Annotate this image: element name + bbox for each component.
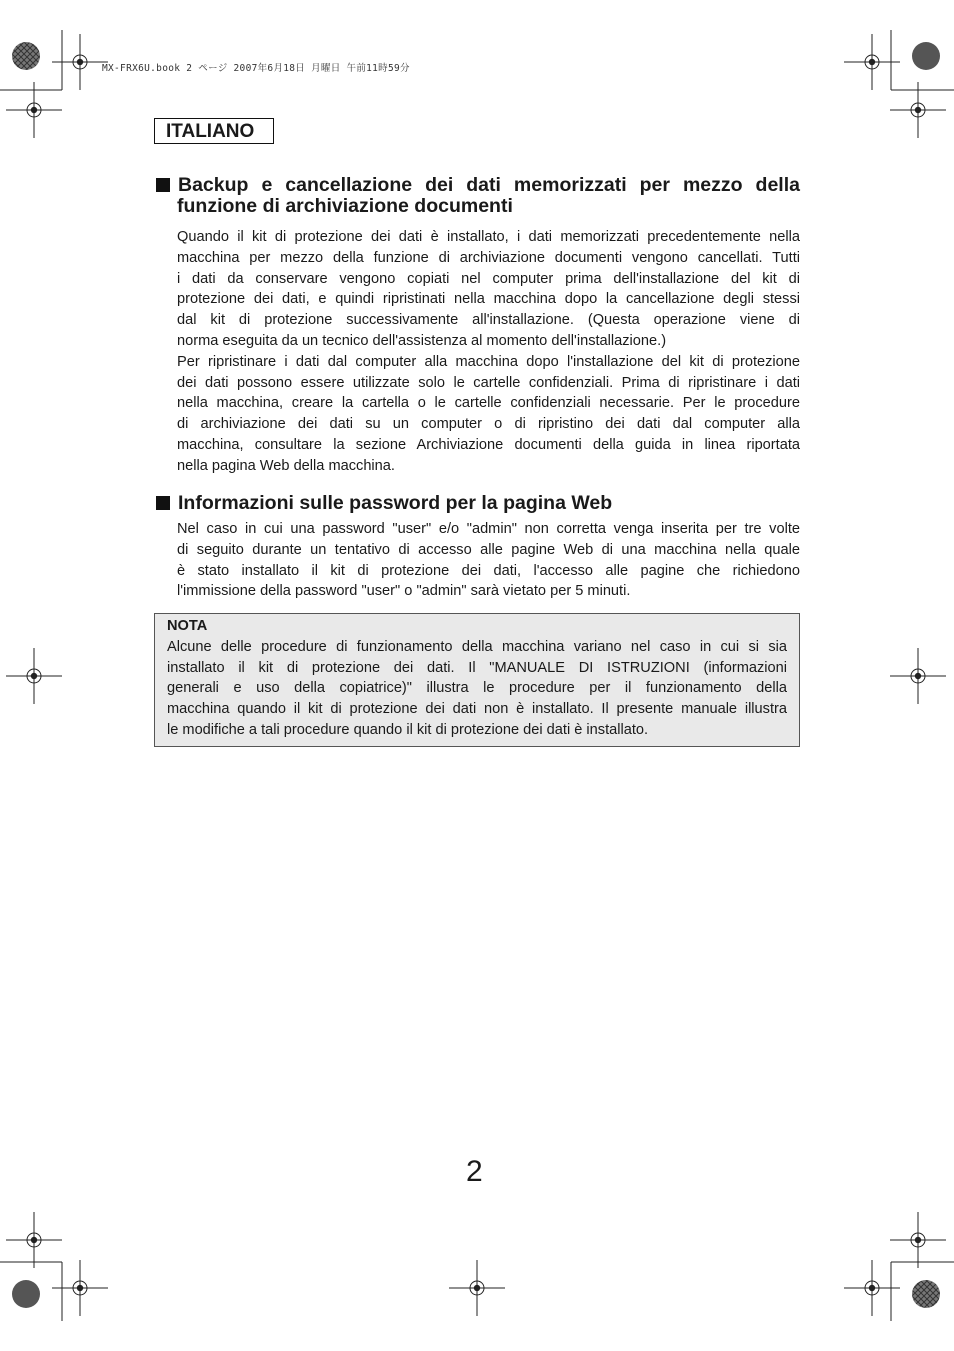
paragraph-line: Per ripristinare i dati dal computer alla macchina dopo l'installazione del kit di protezione: [177, 353, 800, 370]
registration-mark-icon: [52, 34, 108, 90]
note-line: installato il kit di protezione dei dati. Il "MANUALE DI ISTRUZIONI (informazioni: [167, 659, 787, 676]
note-title: NOTA: [167, 618, 208, 634]
paragraph-line: è stato installato il kit di protezione dei dati, l'accesso alle pagine che richiedono: [177, 562, 800, 579]
registration-mark-icon: [449, 1260, 505, 1316]
note-line: le modifiche a tali procedure quando il kit di protezione dei dati è installato.: [167, 721, 649, 738]
paragraph-line: protezione dei dati, e quindi ripristinati nella macchina dopo la cancellazione degli stessi: [177, 291, 800, 308]
section2-title: [156, 493, 800, 514]
registration-mark-icon: [52, 1260, 108, 1316]
paragraph-line: dei dati possono essere utilizzate solo le cartelle confidenziali. Prima di ripristinare i dati: [177, 374, 800, 391]
registration-mark-icon: [890, 1212, 946, 1268]
section1-body: [177, 227, 800, 477]
section2-title-text: Informazioni sulle password per la pagina Web: [178, 492, 613, 514]
color-target-icon: [912, 42, 940, 70]
color-target-icon: [912, 1280, 940, 1308]
note-line: generali e uso della copiatrice)" illustra le procedure per il funzionamento della: [167, 680, 787, 697]
section1-title-text: Backup e cancellazione dei dati memorizzati per mezzo della: [178, 174, 800, 196]
section1-title-line: funzione di archiviazione documenti: [177, 194, 513, 217]
paragraph-line: macchina, consultare la sezione Archiviazione documenti della guida in linea riportata: [177, 436, 800, 453]
note-line: Alcune delle procedure di funzionamento della macchina variano nel caso in cui si sia: [167, 638, 787, 655]
paragraph-line: l'immissione della password "user" o "admin" sarà vietato per 5 minuti.: [177, 583, 631, 600]
registration-mark-icon: [844, 34, 900, 90]
paragraph-line: i dati da conservare vengono copiati nel computer prima dell'installazione del kit di: [177, 270, 800, 287]
paragraph-line: Nel caso in cui una password "user" e/o "admin" non corretta venga inserita per tre volte: [177, 521, 800, 537]
section2-body: [177, 519, 800, 602]
note-content: [167, 616, 787, 741]
paragraph-line: nella pagina Web della macchina.: [177, 457, 395, 474]
registration-mark-icon: [890, 648, 946, 704]
note-box: [154, 613, 800, 747]
bullet-square-icon: [156, 496, 170, 510]
color-target-icon: [12, 1280, 40, 1308]
paragraph-line: dal kit di protezione successivamente all'installazione. (Questa operazione viene di: [177, 312, 800, 329]
file-header: MX-FRX6U.book 2 ページ 2007年6月18日 月曜日 午前11時59分: [102, 63, 410, 74]
paragraph-line: norma eseguita da un tecnico dell'assistenza al momento dell'installazione.): [177, 332, 667, 349]
section1-title: [156, 175, 800, 217]
paragraph-line: macchina per mezzo della funzione di archiviazione documenti vengono cancellati. Tutti: [177, 249, 800, 266]
language-label: ITALIANO: [154, 118, 274, 144]
registration-mark-icon: [6, 1212, 62, 1268]
paragraph-line: di archiviazione dei dati su un computer o di ripristino dei dati dal computer alla: [177, 416, 800, 433]
section1-title-line: [156, 175, 800, 196]
section2-title-line: [156, 493, 800, 514]
paragraph-line: di seguito durante un tentativo di accesso alle pagine Web di una macchina nella quale: [177, 541, 800, 558]
paragraph-line: nella macchina, creare la cartella o le cartelle confidenziali necessarie. Per le procedure: [177, 395, 800, 412]
bullet-square-icon: [156, 178, 170, 192]
note-line: macchina quando il kit di protezione dei dati non è installato. Il presente manuale illustra: [167, 701, 787, 718]
color-target-icon: [12, 42, 40, 70]
page-number: 2: [466, 1155, 483, 1188]
registration-mark-icon: [6, 648, 62, 704]
registration-mark-icon: [844, 1260, 900, 1316]
paragraph-line: Quando il kit di protezione dei dati è installato, i dati memorizzati precedentemente nella: [177, 229, 800, 245]
